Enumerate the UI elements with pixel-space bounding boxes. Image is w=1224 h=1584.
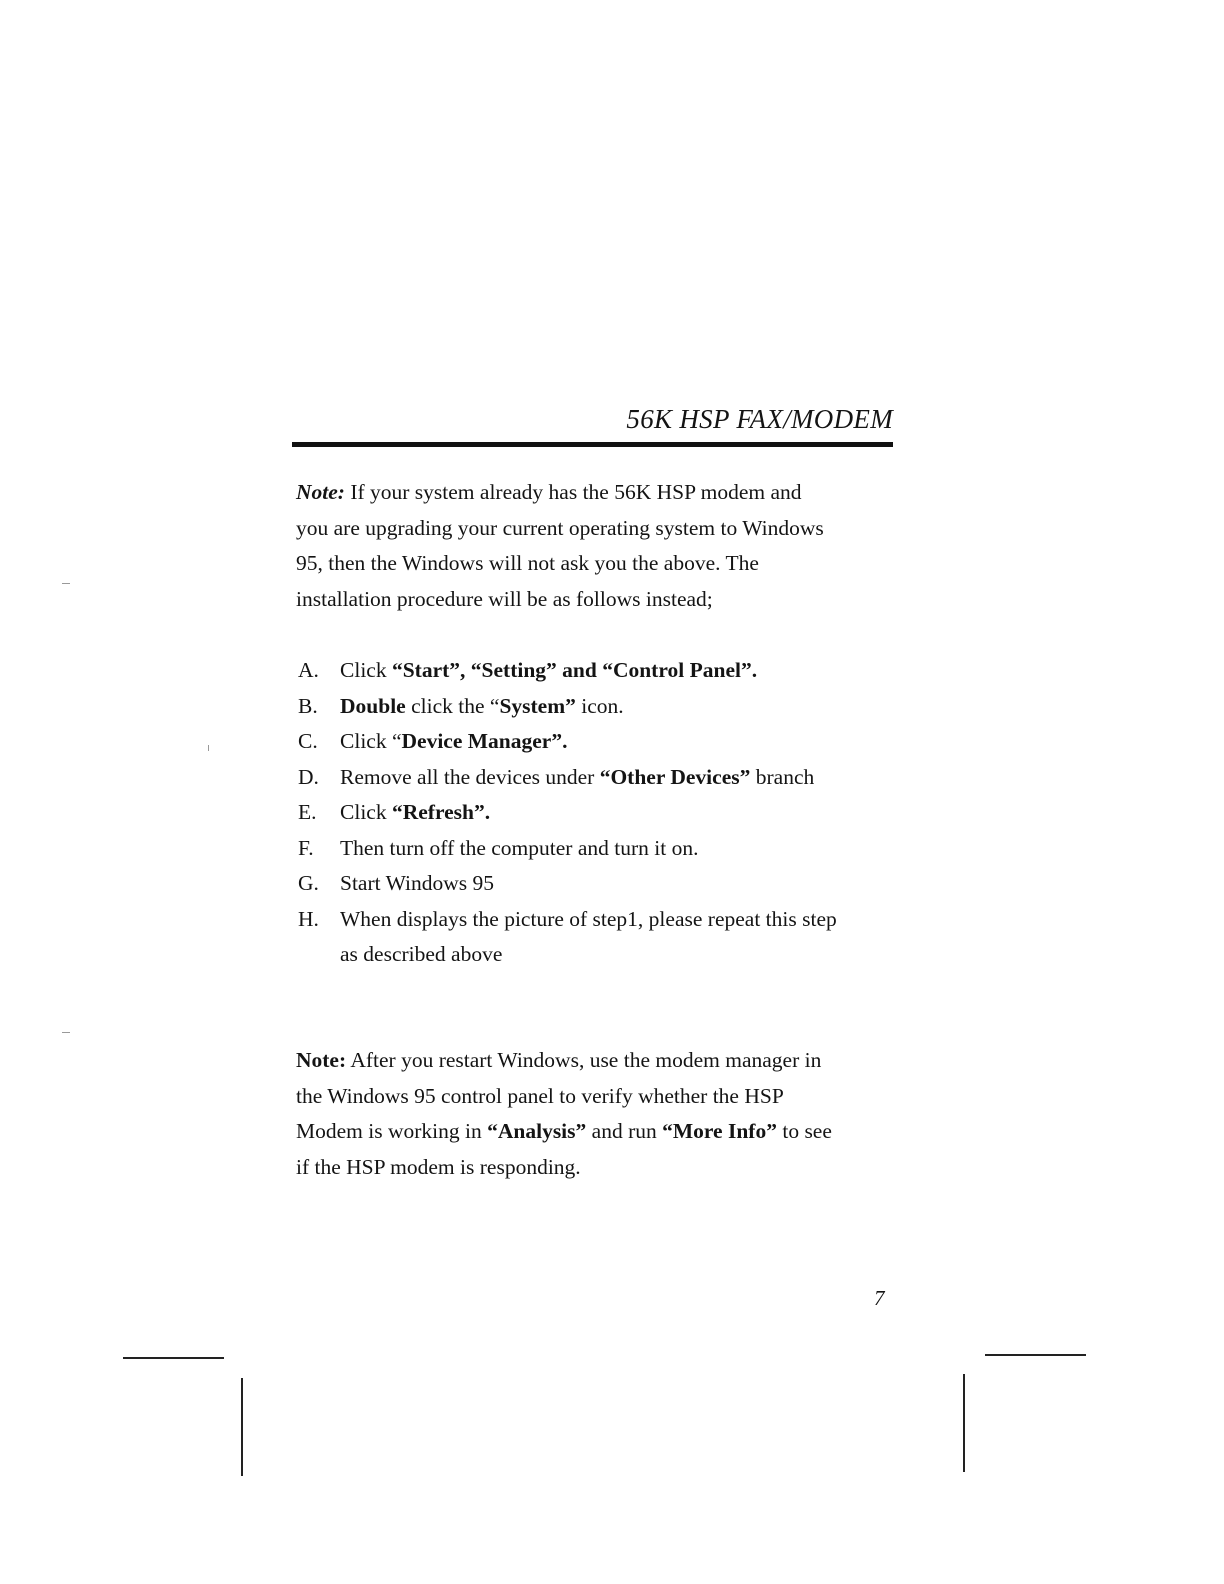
step-c-bold: Device Manager”. — [401, 729, 568, 753]
step-b-bold-double: Double — [340, 693, 406, 718]
scan-speck — [62, 583, 70, 584]
scan-speck — [62, 1032, 70, 1033]
crop-mark-horizontal-right — [985, 1354, 1086, 1356]
note2-line-1 — [296, 1043, 896, 1079]
step-f — [296, 831, 896, 867]
note2-line-3-text: Modem is working in — [296, 1119, 488, 1143]
step-letter: E. — [298, 800, 317, 824]
step-e-bold: “Refresh”. — [391, 800, 491, 824]
step-b-bold-system: System” — [499, 693, 576, 718]
step-d-bold: “Other Devices” — [599, 764, 751, 789]
note1-line-2: you are upgrading your current operating system to Windows — [296, 515, 824, 540]
step-f-text: Then turn off the computer and turn it on. — [340, 835, 699, 860]
step-a — [296, 653, 896, 689]
step-a-bold: “Start”, “Setting” and “Control Panel”. — [391, 658, 758, 682]
running-header-title: 56K HSP FAX/MODEM — [626, 404, 893, 434]
note1-line-1-text: If your system already has the 56K HSP modem and — [344, 480, 802, 504]
crop-mark-vertical-left — [241, 1378, 243, 1476]
step-b — [296, 689, 896, 725]
step-letter: F. — [298, 835, 314, 860]
note2-label: Note: — [296, 1048, 347, 1072]
note2-line-4: if the HSP modem is responding. — [296, 1154, 581, 1179]
step-h-text: When displays the picture of step1, please repeat this step — [340, 906, 837, 931]
step-b-text: click the “ — [405, 693, 500, 718]
note1-label: Note: — [296, 480, 345, 504]
note-paragraph-1 — [296, 475, 896, 617]
step-e-text: Click — [340, 800, 392, 824]
step-letter: C. — [298, 729, 318, 753]
step-g — [296, 866, 896, 902]
note2-bold-analysis: “Analysis” — [487, 1119, 587, 1143]
installation-steps-list — [296, 653, 896, 973]
step-d-text-end: branch — [750, 764, 815, 789]
step-h — [296, 902, 896, 973]
step-letter: A. — [298, 658, 319, 682]
note1-line-1 — [296, 475, 896, 511]
crop-mark-vertical-right — [963, 1374, 965, 1472]
step-letter: B. — [298, 693, 318, 718]
note2-line-3-mid: and run — [586, 1119, 663, 1143]
step-letter: D. — [298, 764, 319, 789]
page-number: 7 — [874, 1286, 885, 1310]
note2-line-1-text: After you restart Windows, use the modem manager in — [346, 1048, 822, 1072]
note2-bold-more-info: “More Info” — [662, 1119, 777, 1143]
step-d — [296, 760, 896, 796]
step-letter: H. — [298, 906, 319, 931]
header-rule — [292, 442, 893, 447]
note1-line-4: installation procedure will be as follows instead; — [296, 586, 713, 611]
step-g-text: Start Windows 95 — [340, 871, 495, 895]
step-c — [296, 724, 896, 760]
note2-line-2: the Windows 95 control panel to verify whether the HSP — [296, 1083, 784, 1108]
step-d-text: Remove all the devices under — [340, 764, 600, 789]
note1-line-3: 95, then the Windows will not ask you the above. The — [296, 551, 759, 575]
step-letter: G. — [298, 871, 319, 895]
step-b-text-end: icon. — [575, 693, 624, 718]
scan-speck — [208, 745, 209, 751]
note2-line-3 — [296, 1114, 896, 1150]
crop-mark-horizontal-left — [123, 1357, 224, 1359]
note2-line-3-end: to see — [776, 1119, 832, 1143]
note-paragraph-2 — [296, 1043, 896, 1185]
step-c-text: Click “ — [340, 729, 402, 753]
step-a-text: Click — [340, 658, 392, 682]
step-h-continuation: as described above — [340, 942, 503, 966]
step-e — [296, 795, 896, 831]
